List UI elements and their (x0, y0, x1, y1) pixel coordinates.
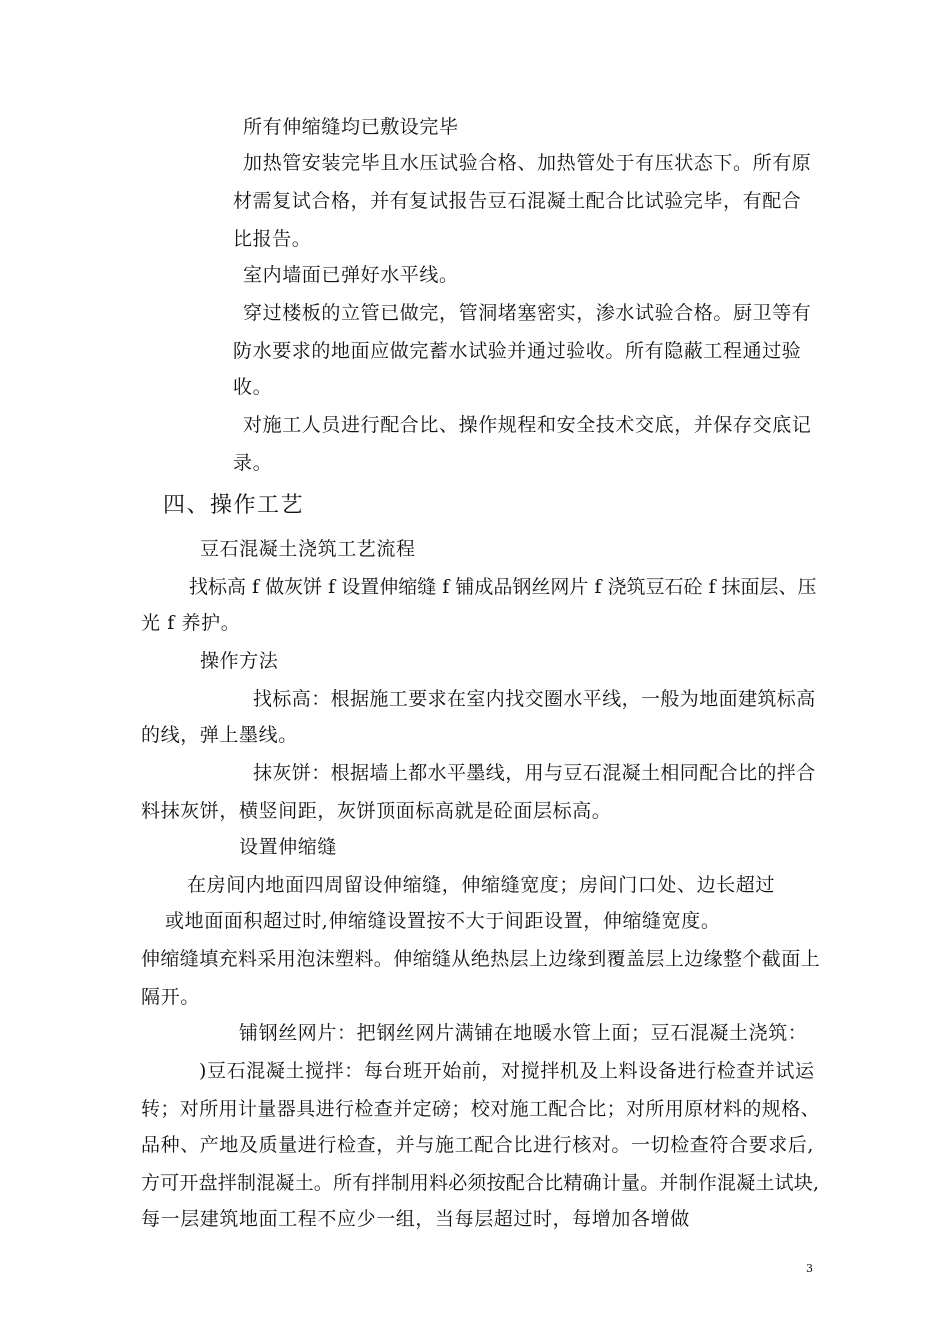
text-line: 隔开。 (141, 986, 200, 1008)
text-line: 防水要求的地面应做完蓄水试验并通过验收。所有隐蔽工程通过验 (233, 340, 802, 362)
text-line: 加热管安装完毕且水压试验合格、加热管处于有压状态下。所有原 (243, 152, 812, 174)
text-line: 设置伸缩缝 (239, 836, 338, 858)
page-number: 3 (806, 1262, 813, 1275)
text-line: 方可开盘拌制混凝土。所有拌制用料必须按配合比精确计量。并制作混凝土试块, (141, 1172, 820, 1194)
text-line: 材需复试合格，并有复试报告豆石混凝土配合比试验完毕，有配合 (233, 190, 802, 212)
text-line: 或地面面积超过时,伸缩缝设置按不大于间距设置，伸缩缝宽度。 (165, 910, 721, 932)
section-heading: 四、操作工艺 (163, 493, 305, 518)
text-line: 转；对所用计量器具进行检查并定磅；校对施工配合比；对所用原材料的规格、 (141, 1098, 821, 1120)
text-line: 穿过楼板的立管已做完，管洞堵塞密实，渗水试验合格。厨卫等有 (243, 302, 812, 324)
text-line: 所有伸缩缝均已敷设完毕 (243, 116, 459, 138)
text-line: 铺钢丝网片：把钢丝网片满铺在地暖水管上面；豆石混凝土浇筑： (239, 1022, 808, 1044)
text-line: 找标高 f 做灰饼 f 设置伸缩缝 f 铺成品钢丝网片 f 浇筑豆石砼 f 抹面层、压 (189, 576, 817, 598)
text-line: 录。 (233, 452, 273, 474)
text-line: 抹灰饼：根据墙上都水平墨线，用与豆石混凝土相同配合比的拌合 (253, 762, 816, 784)
text-line: )豆石混凝土搅拌：每台班开始前，对搅拌机及上料设备进行检查并试运 (199, 1060, 815, 1082)
text-line: 的线，弹上墨线。 (141, 724, 298, 746)
text-line: 光 f 养护。 (141, 612, 241, 634)
text-line: 每一层建筑地面工程不应少一组，当每层超过时，每增加各增做 (141, 1208, 690, 1230)
text-line: 伸缩缝填充料采用泡沫塑料。伸缩缝从绝热层上边缘到覆盖层上边缘整个截面上 (141, 948, 821, 970)
text-line: 找标高：根据施工要求在室内找交圈水平线，一般为地面建筑标高 (253, 688, 816, 710)
text-line: 操作方法 (200, 650, 279, 672)
text-line: 品种、产地及质量进行检查，并与施工配合比进行核对。一切检查符合要求后, (141, 1134, 815, 1156)
text-line: 比报告。 (233, 228, 312, 250)
text-line: 在房间内地面四周留设伸缩缝，伸缩缝宽度；房间门口处、边长超过 (187, 874, 776, 896)
text-line: 对施工人员进行配合比、操作规程和安全技术交底，并保存交底记 (243, 414, 812, 436)
text-line: 豆石混凝土浇筑工艺流程 (200, 538, 416, 560)
text-line: 料抹灰饼，横竖间距，灰饼顶面标高就是砼面层标高。 (141, 800, 612, 822)
text-line: 室内墙面已弹好水平线。 (243, 264, 459, 286)
text-line: 收。 (233, 376, 273, 398)
